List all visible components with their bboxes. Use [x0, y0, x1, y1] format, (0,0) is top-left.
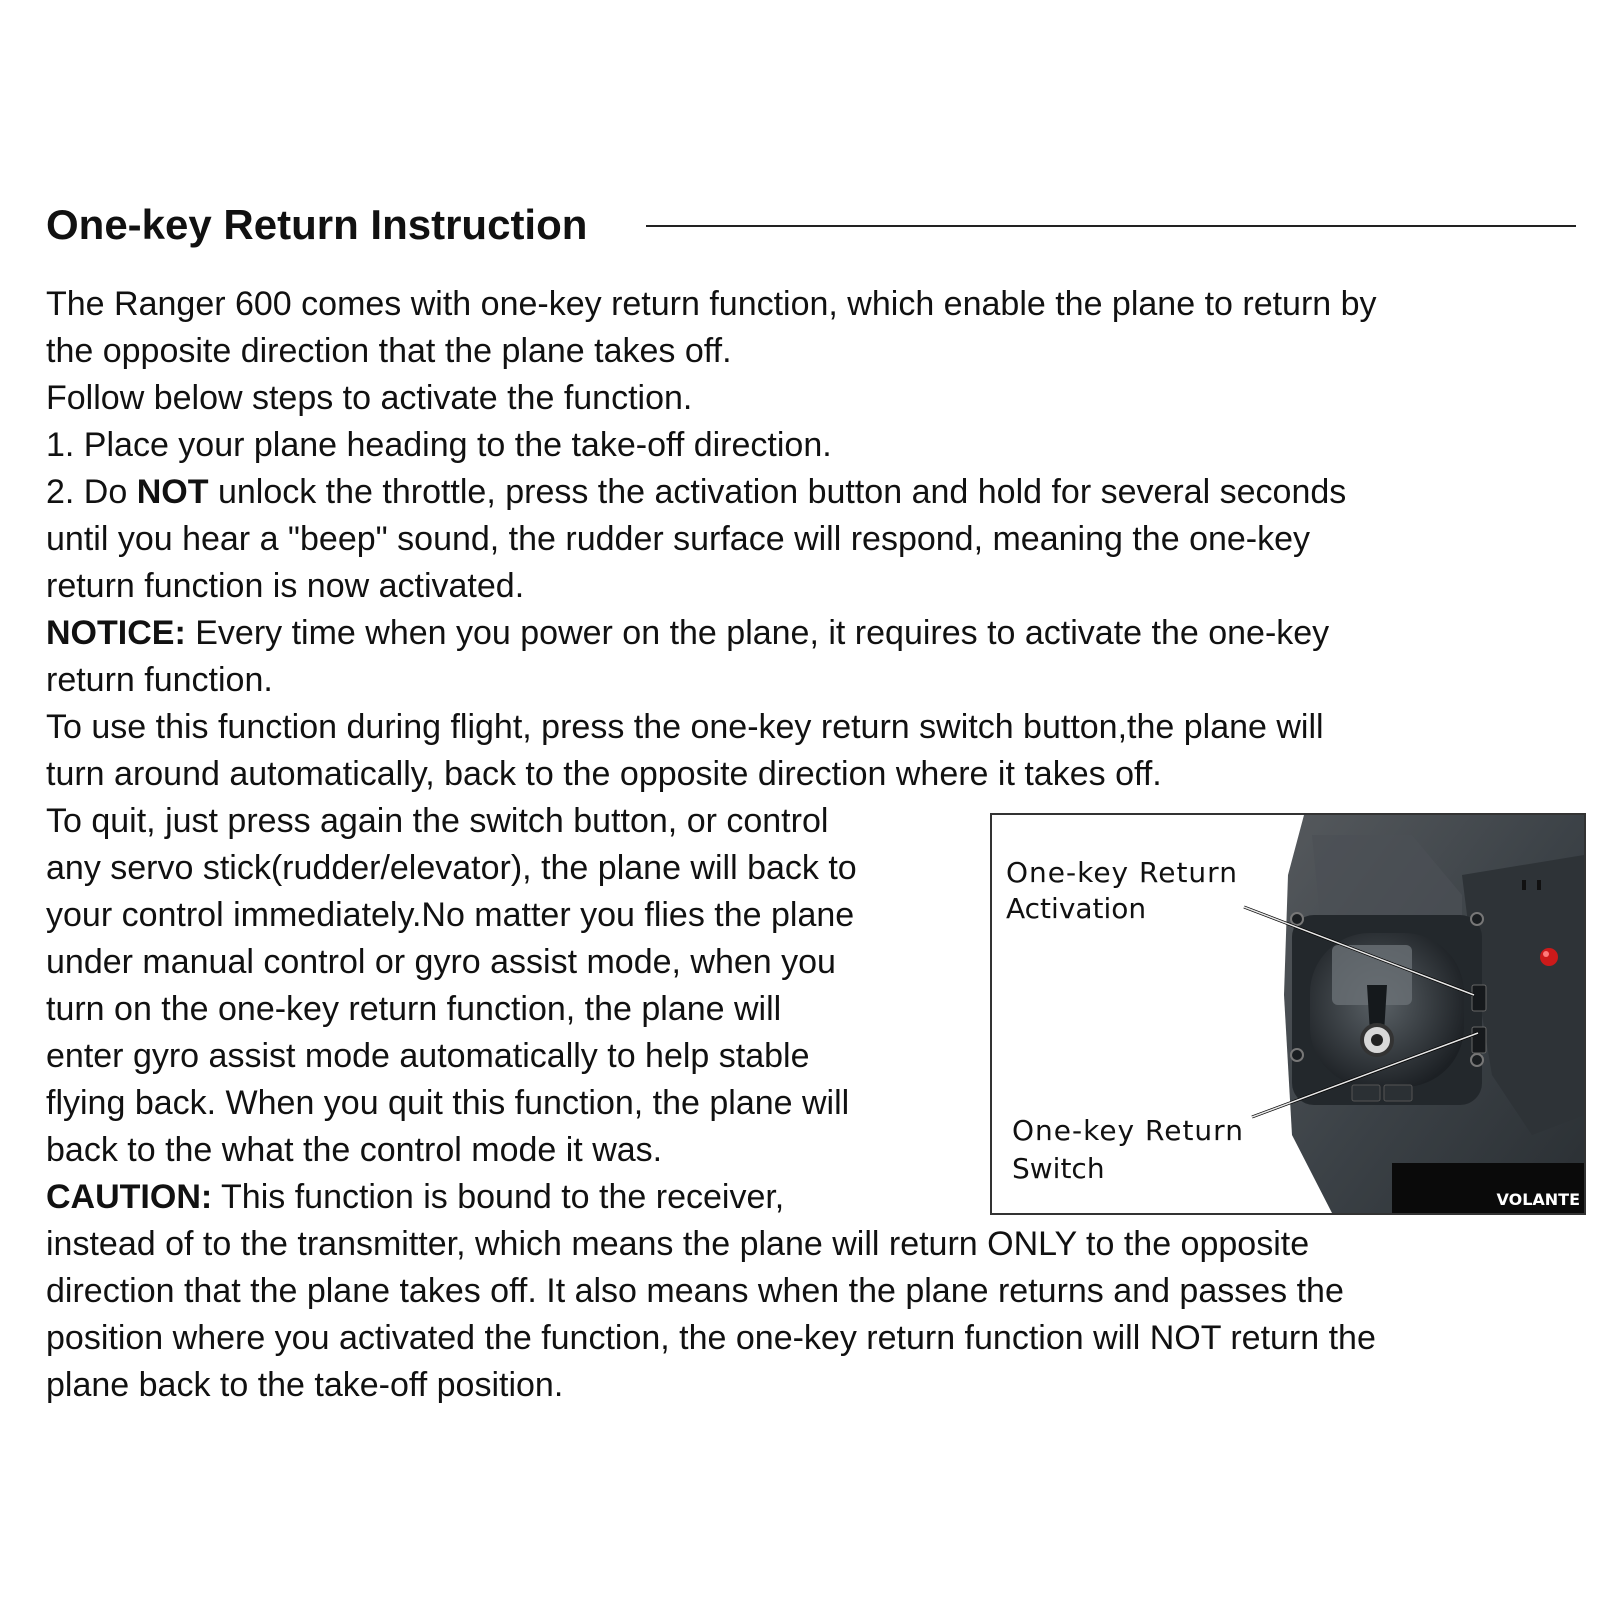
activation-label-line-1: One-key Return [1006, 856, 1238, 889]
quit-line-6: enter gyro assist mode automatically to help stable [46, 1037, 810, 1075]
heading-rule [646, 225, 1576, 227]
step-2-line-2: until you hear a "beep" sound, the rudder surface will respond, meaning the one-key [46, 520, 1311, 558]
step-2-line-3: return function is now activated. [46, 567, 525, 605]
activation-label-line-2: Activation [1006, 892, 1147, 925]
notice-line-2: return function. [46, 661, 273, 699]
quit-line-5: turn on the one-key return function, the plane will [46, 990, 782, 1028]
step-2-prefix: 2. Do [46, 473, 137, 511]
quit-line-7: flying back. When you quit this function, the plane will [46, 1084, 850, 1122]
intro-line-1: The Ranger 600 comes with one-key return function, which enable the plane to return by [46, 285, 1377, 323]
caution-text: This function is bound to the receiver, [212, 1178, 785, 1216]
step-2-line-1 [46, 469, 1346, 516]
notice-label: NOTICE: [46, 614, 186, 652]
quit-line-2: any servo stick(rudder/elevator), the plane will back to [46, 849, 857, 887]
quit-line-8: back to the what the control mode it was. [46, 1131, 663, 1169]
notice-line-1 [46, 610, 1329, 657]
follow-steps-line: Follow below steps to activate the function. [46, 379, 693, 417]
quit-line-1: To quit, just press again the switch button, or control [46, 802, 829, 840]
brand-label: VOLANTE [1496, 1190, 1580, 1209]
caution-line-2: instead of to the transmitter, which means the plane will return ONLY to the opposite [46, 1225, 1310, 1263]
quit-line-3: your control immediately.No matter you flies the plane [46, 896, 855, 934]
use-line-1: To use this function during flight, press the one-key return switch button,the plane will [46, 708, 1324, 746]
caution-line-3: direction that the plane takes off. It also means when the plane returns and passes the [46, 1272, 1344, 1310]
switch-label-line-1: One-key Return [1012, 1114, 1244, 1147]
quit-line-4: under manual control or gyro assist mode, when you [46, 943, 836, 981]
caution-line-5: plane back to the take-off position. [46, 1366, 564, 1404]
step-1-line: 1. Place your plane heading to the take-off direction. [46, 426, 832, 464]
notice-text: Every time when you power on the plane, it requires to activate the one-key [185, 614, 1330, 652]
caution-line-1 [46, 1174, 784, 1221]
caution-label: CAUTION: [46, 1178, 213, 1216]
heading-row [46, 198, 1576, 252]
use-line-2: turn around automatically, back to the opposite direction where it takes off. [46, 755, 1162, 793]
page-title: One-key Return Instruction [46, 198, 589, 252]
transmitter-figure [990, 813, 1586, 1215]
caution-line-4: position where you activated the function, the one-key return function will NOT return the [46, 1319, 1376, 1357]
step-2-rest: unlock the throttle, press the activation button and hold for several seconds [208, 473, 1347, 511]
step-2-not-emphasis: NOT [136, 473, 209, 511]
switch-label-line-2: Switch [1012, 1152, 1105, 1185]
intro-line-2: the opposite direction that the plane takes off. [46, 332, 732, 370]
